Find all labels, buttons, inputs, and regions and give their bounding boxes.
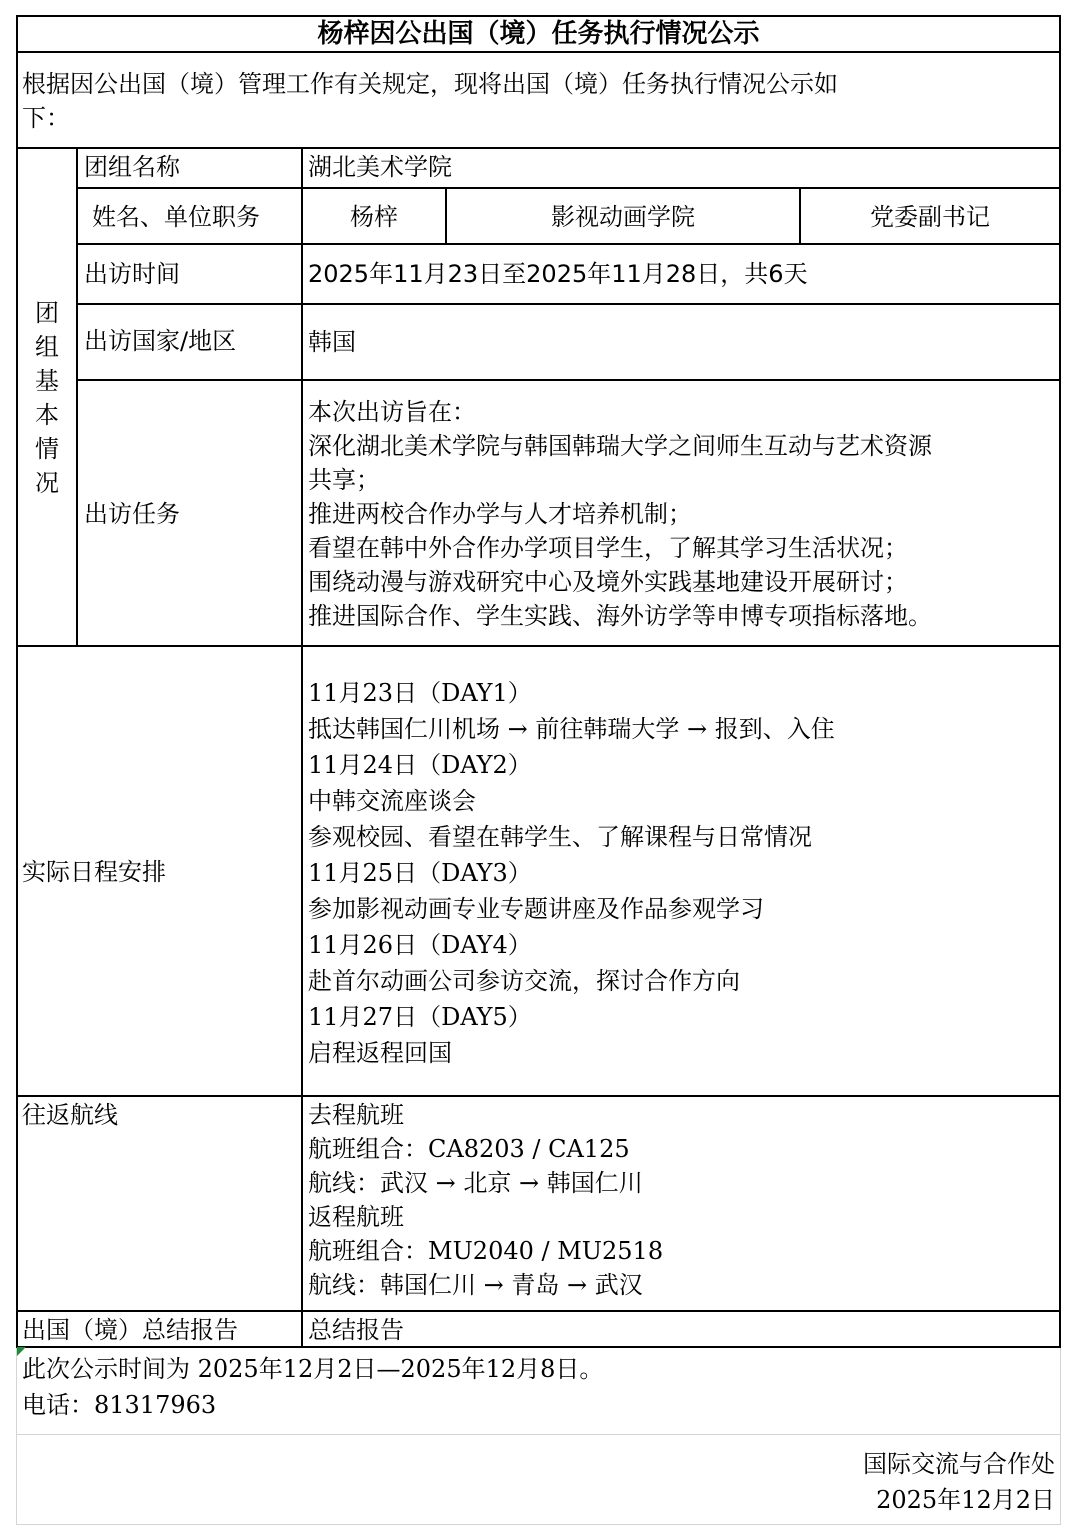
schedule-line: 11月25日（DAY3）	[308, 859, 532, 887]
schedule-line: 赴首尔动画公司参访交流，探讨合作方向	[308, 967, 740, 995]
flight-line: 航线：韩国仁川 → 青岛 → 武汉	[308, 1271, 643, 1299]
section-label-char: 况	[35, 469, 59, 497]
intro-line: 根据因公出国（境）管理工作有关规定，现将出国（境）任务执行情况公示如	[22, 70, 838, 98]
task-lines	[308, 395, 932, 633]
section-label-char: 团	[35, 299, 59, 327]
task-line: 推进国际合作、学生实践、海外访学等申博专项指标落地。	[308, 602, 932, 630]
border-basic-bottom	[16, 645, 1061, 647]
country-label: 出访国家/地区	[84, 327, 237, 355]
name-label: 姓名、单位职务	[92, 203, 260, 231]
schedule-label: 实际日程安排	[22, 858, 166, 886]
grid-line	[16, 1434, 1061, 1435]
schedule-line: 11月27日（DAY5）	[308, 1003, 532, 1031]
task-line: 围绕动漫与游戏研究中心及境外实践基地建设开展研讨；	[308, 568, 908, 596]
section-label-char: 本	[35, 401, 59, 429]
position-value: 党委副书记	[870, 203, 990, 231]
section-label-char: 基	[35, 367, 59, 395]
border-row4-bottom	[76, 379, 1061, 381]
intro-line: 下：	[22, 104, 70, 132]
schedule-line: 11月24日（DAY2）	[308, 751, 532, 779]
flight-line: 航班组合：CA8203 / CA125	[308, 1135, 630, 1163]
task-line: 看望在韩中外合作办学项目学生，了解其学习生活状况；	[308, 534, 908, 562]
schedule-line: 中韩交流座谈会	[308, 787, 476, 815]
flight-line: 返程航班	[308, 1203, 404, 1231]
grid-line	[1060, 1348, 1061, 1524]
report-link[interactable]: 总结报告	[308, 1316, 404, 1344]
schedule-line: 参加影视动画专业专题讲座及作品参观学习	[308, 895, 764, 923]
intro-text	[22, 67, 1058, 135]
section-label-basic	[18, 296, 76, 500]
flight-line: 去程航班	[308, 1101, 404, 1129]
border-flights-bottom	[16, 1310, 1061, 1312]
task-line: 共享；	[308, 466, 380, 494]
group-name-value: 湖北美术学院	[308, 153, 452, 181]
section-label-char: 情	[35, 435, 59, 463]
border-intro-bottom	[16, 147, 1061, 149]
grid-line	[16, 1348, 17, 1524]
border-section-col	[76, 147, 78, 647]
schedule-line: 启程返程回国	[308, 1039, 452, 1067]
task-line: 深化湖北美术学院与韩国韩瑞大学之间师生互动与艺术资源	[308, 432, 932, 460]
notice-phone: 电话：81317963	[22, 1391, 217, 1419]
task-line: 推进两校合作办学与人才培养机制；	[308, 500, 692, 528]
footer-date: 2025年12月2日	[876, 1486, 1055, 1514]
border-row1-bottom	[76, 187, 1061, 189]
border-left	[16, 15, 18, 1348]
flights-label: 往返航线	[22, 1101, 118, 1129]
section-label-char: 组	[35, 333, 59, 361]
schedule-line: 参观校园、看望在韩学生、了解课程与日常情况	[308, 823, 812, 851]
page-title: 杨梓因公出国（境）任务执行情况公示	[317, 19, 760, 49]
schedule-line: 11月23日（DAY1）	[308, 679, 532, 707]
schedule-lines	[308, 675, 835, 1071]
time-value: 2025年11月23日至2025年11月28日，共6天	[308, 260, 808, 288]
name-value: 杨梓	[350, 203, 398, 231]
flights-lines	[308, 1098, 663, 1302]
task-label: 出访任务	[84, 500, 180, 528]
notice-period: 此次公示时间为 2025年12月2日—2025年12月8日。	[22, 1355, 604, 1383]
task-line: 本次出访旨在：	[308, 398, 476, 426]
border-schedule-bottom	[16, 1095, 1061, 1097]
group-name-label: 团组名称	[84, 153, 180, 181]
border-right	[1059, 15, 1061, 1348]
flight-line: 航班组合：MU2040 / MU2518	[308, 1237, 664, 1265]
time-label: 出访时间	[84, 260, 180, 288]
country-value: 韩国	[308, 328, 356, 356]
flight-line: 航线：武汉 → 北京 → 韩国仁川	[308, 1169, 643, 1197]
border-title-bottom	[16, 51, 1061, 53]
schedule-line: 抵达韩国仁川机场 → 前往韩瑞大学 → 报到、入住	[308, 715, 835, 743]
report-label: 出国（境）总结报告	[22, 1316, 238, 1344]
schedule-line: 11月26日（DAY4）	[308, 931, 532, 959]
border-row2-bottom	[76, 243, 1061, 245]
border-label-col	[301, 147, 303, 1348]
footer-org: 国际交流与合作处	[863, 1450, 1055, 1478]
border-row3-bottom	[76, 303, 1061, 305]
unit-value: 影视动画学院	[551, 203, 695, 231]
grid-line	[16, 1524, 1061, 1525]
